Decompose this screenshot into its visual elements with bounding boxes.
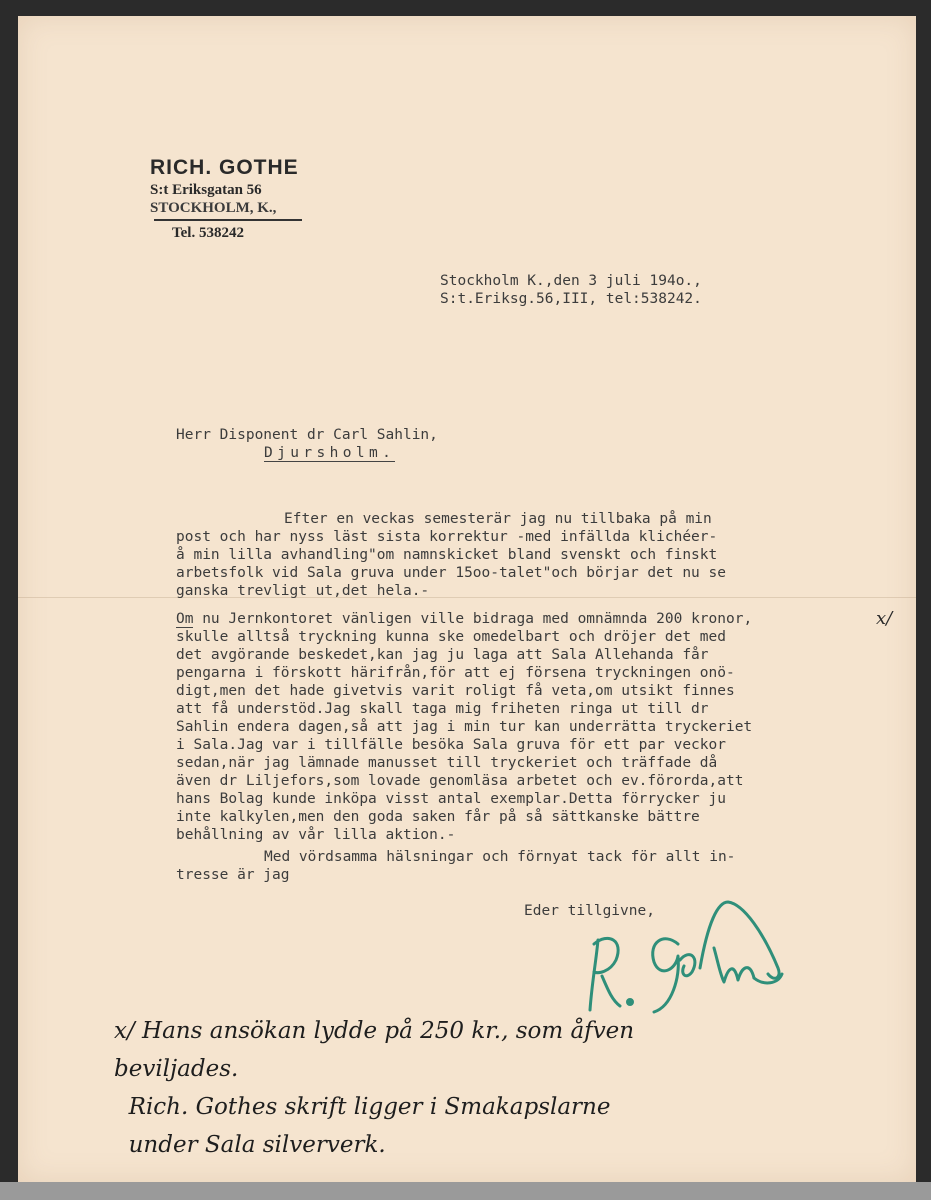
text-line: digt,men det hade givetvis varit roligt få veta,om utsikt finnes — [176, 683, 735, 699]
text-line: Med vördsamma hälsningar och förnyat tack för allt in- — [264, 849, 736, 865]
text-line: tresse är jag — [176, 867, 290, 883]
letterhead-rule — [154, 219, 302, 221]
text-line: Efter en veckas semesterär jag nu tillbaka på min — [284, 511, 712, 527]
closing-paragraph — [176, 848, 735, 884]
note-line: beviljades. — [114, 1056, 239, 1082]
text-line: post och har nyss läst sista korrektur -med infällda klichéer- — [176, 529, 718, 545]
dateline-line: S:t.Eriksg.56,III, tel:538242. — [440, 291, 702, 307]
recipient-city: Djursholm. — [264, 445, 396, 461]
letterhead-stamp — [150, 156, 302, 242]
recipient-name: Herr Disponent dr Carl Sahlin, — [176, 427, 438, 443]
letterhead-name: RICH. GOTHE — [150, 156, 299, 179]
text-line: å min lilla avhandling"om namnskicket bland svenskt och finskt — [176, 547, 718, 563]
note-line: x/ Hans ansökan lydde på 250 kr., som åfven — [114, 1018, 635, 1044]
text-line: pengarna i förskott härifrån,för att ej försena tryckningen onö- — [176, 665, 735, 681]
dateline — [440, 272, 702, 308]
text-line: i Sala.Jag var i tillfälle besöka Sala gruva för ett par veckor — [176, 737, 726, 753]
recipient-address — [176, 426, 438, 462]
text-line: skulle alltså tryckning kunna ske omedelbart och dröjer det med — [176, 629, 726, 645]
text-line: att få understöd.Jag skall taga mig friheten ringa ut till dr — [176, 701, 709, 717]
valediction: Eder tillgivne, — [524, 903, 655, 919]
text-line: även dr Liljefors,som lovade genomläsa arbetet och ev.förorda,att — [176, 773, 744, 789]
note-line: Rich. Gothes skrift ligger i Smakapslarne — [114, 1094, 611, 1120]
text-line: arbetsfolk vid Sala gruva under 15oo-talet"och börjar det nu se — [176, 565, 726, 581]
letterhead-phone: Tel. 538242 — [172, 225, 244, 241]
text-line: sedan,när jag lämnade manusset till tryckeriet och träffade då — [176, 755, 718, 771]
dateline-line: Stockholm K.,den 3 juli 194o., — [440, 273, 702, 289]
margin-footnote-mark: x/ — [876, 608, 893, 629]
text-line: hans Bolag kunde inköpa visst antal exemplar.Detta förrycker ju — [176, 791, 726, 807]
letterhead-city: STOCKHOLM, K., — [150, 200, 277, 216]
text-line: ganska trevligt ut,det hela.- — [176, 583, 430, 599]
text-line — [176, 610, 752, 628]
paragraph-2 — [176, 610, 752, 844]
text-line: behållning av vår lilla aktion.- — [176, 827, 456, 843]
handwritten-signature — [568, 882, 788, 1022]
text-line: Sahlin endera dagen,så att jag i min tur kan underrätta tryckeriet — [176, 719, 753, 735]
handwritten-note — [114, 1012, 634, 1164]
note-line: under Sala silververk. — [114, 1132, 386, 1158]
underlined-word: Om — [176, 611, 194, 627]
text-line: det avgörande beskedet,kan jag ju laga att Sala Allehanda får — [176, 647, 709, 663]
text-line: inte kalkylen,men den goda saken får på så sättkanske bättre — [176, 809, 700, 825]
text-fragment: nu Jernkontoret vänligen ville bidraga med omnämnda 200 kronor, — [193, 611, 753, 627]
scanner-edge — [0, 1182, 931, 1200]
letterhead-street: S:t Eriksgatan 56 — [150, 182, 262, 198]
letter-page — [18, 16, 916, 1182]
paragraph-1 — [176, 510, 726, 600]
